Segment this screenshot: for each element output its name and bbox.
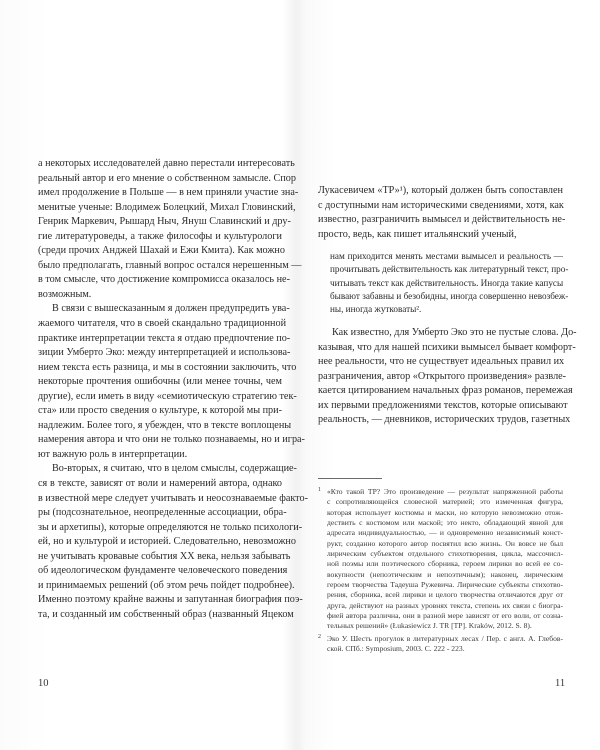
footnote-line: друга, действуют на разных уровнях текста, степень их связи с биогра- [327,600,563,610]
text-line: менитые ученые: Влодимеж Болецкий, Михал Гловинский, [38,201,296,213]
text-line: Именно поэтому крайне важны и запутанная биография поэ- [38,594,303,606]
text-line: было предполагать, главный вопрос остался нерешенным — [38,259,302,271]
footnote-line: ской. СПб.: Symposium, 2003. С. 222 - 223. [327,644,465,654]
text-line: реальный автор и его мнение о собственном замысле. Спор [38,172,296,184]
text-line: ры (подсознательное, неопределенные ассоциации, обра- [38,507,287,519]
text-line: Генрик Маркевич, Рышард Ныч, Януш Славинский и дру- [38,216,291,228]
text-line: ют важную роль в интерпретации. [38,448,188,460]
text-line: ста» или просто сведения о культуре, к которой мы при- [38,405,282,417]
footnote-line: рукт, созданно которого автор посвятил всю жизнь. Он вовсе не был [327,538,563,548]
footnote-line: дествить с костюмом или маской; это некто, обладающий явной для [327,518,563,528]
text-line: другие), если иметь в виду «семиотическую стратегию тек- [38,390,297,402]
paragraph [38,157,302,302]
text-line: а некоторых исследователей давно перестали интересовать [38,158,295,169]
text-line: Как известно, для Умберто Эко это не пустые слова. До- [332,327,577,339]
text-line: известно, разграничить вымысел и действительность не- [318,214,566,226]
text-line: ей, но и культурой и историей. Следовательно, невозможно [38,536,296,548]
footnote-line: лирическим субъектом отдельного стихотворения, цикла, массочисл- [327,549,563,559]
footnote-line: «Кто такой ТР? Это произведение — результат напряженной работы [327,487,563,496]
left-page-text [38,157,308,623]
footnote-line: ной поэмы или поэтического сборника, героем лирики во всей ее со- [327,559,563,569]
text-line: зы и архетипы), которые определяются не только психологи- [38,521,303,533]
text-line: нием текста есть разница, и мы в состоянии заключить, что [38,361,297,373]
footnote-2 [318,634,563,655]
quote-line: читывать текст как действительность. Иногда такие капусы [330,277,564,288]
footnote-line: героем творчества Тадеуша Ружевича. Лирические субъекты стихотво- [327,580,563,590]
text-line: в известной мере следует учитывать и неосознаваемые факто- [38,492,308,504]
paragraph [318,184,566,242]
text-line: нее реальности, что не существует идеальных правил их [318,356,565,368]
footnote-separator [318,478,382,479]
text-line: имел продолжение в Польше — в нем приняли участие зна- [38,187,299,199]
text-line: Лукасевичем «ТР»¹), который должен быть сопоставлен [318,185,563,196]
text-line: возможным. [38,288,92,300]
block-quote [330,250,569,316]
text-line: не учитывать кровавые события XX века, нельзя забывать [38,550,291,562]
text-line: просто, ведь, как пишет итальянский ученый, [318,228,517,240]
quote-line: ны, иногда жутковаты². [330,304,422,314]
quote-line: бывают забавны и безобидны, иногда совершенно невозбеж- [330,290,569,301]
right-page-text [318,184,577,428]
text-line: и принимаемых решений (об этом речь пойдет подробнее). [38,579,295,591]
text-line: в том смысле, что достижение компромисса оказалось не- [38,274,290,286]
text-line: реальность, — дневников, исторических трудов, газетных [318,414,571,426]
text-line: практике интерпретации текста я отдаю предпочтение по- [38,332,291,344]
text-line: намерения автора и что они не только познаваемы, но и игра- [38,434,305,446]
text-line: разграничения, автор «Открытого произведения» развле- [318,370,567,382]
text-line: надлежим. Более того, я убежден, что в тексте воплощены [38,419,292,431]
footnote-line: Эко У. Шесть прогулок в литературных лесах / Пер. с англ. А. Глебов- [327,633,563,643]
paragraph [38,302,305,462]
quote-line: прочитывать действительность как литературный текст, про- [330,264,569,275]
text-line: гие литературоведы, а также философы и культурологи [38,230,282,242]
text-line: с доступными нам историческими сведениями, хотя, как [318,199,564,211]
text-line: В связи с вышесказанным я должен предупредить ува- [52,303,290,315]
page-number: 11 [555,678,566,689]
text-line: Во-вторых, я считаю, что в целом смыслы, содержащие- [52,463,297,475]
text-line: зиции Умберто Эко: между интерпретацией и использова- [38,347,291,359]
text-line: кается цитированием начальных фраз романов, перемежая [318,385,573,397]
text-line: жаемого читателя, что в своей скандально традиционной [38,318,287,330]
text-line: их первыми предложениями текстов, которые описывают [318,399,568,411]
text-line: казывая, что для нашей психики вымысел бывает комфорт- [318,341,576,353]
quote-line: нам приходится менять местами вымысел и реальность — [330,251,563,262]
text-line: об идеологическом фундаменте человеческого поведения [38,565,288,577]
text-line: та, и созданный им собственный образ (названный Яцеком [38,608,294,620]
text-line: ся в тексте, зависят от воли и намерений автора, однако [38,478,282,490]
text-line: некоторые прочтения ошибочны (или менее точны, чем [38,376,282,388]
paragraph [318,326,577,428]
text-line: (среди прочих Анджей Шахай и Ежи Кмита). Как можно [38,245,285,257]
footnote-line: которая использует костюмы и маски, но которую невозможно отож- [327,507,563,517]
footnote-number: 2 [318,633,321,640]
footnote-line: рения, сборника, всей лирики и целого творчества отличаются друг от [327,590,563,600]
footnote-line: фией автора различна, они в разной мере зависят от его воли, от созна- [327,611,563,621]
footnote-line: вокупности (непоэтическим и непоэтичным); наконец, лирическим [327,569,563,579]
paragraph [38,462,308,622]
footnote-line: тельных решений» (Łukasiewicz J. TR [TP]. Kraków, 2012. S. 8). [327,621,532,631]
footnotes [318,487,563,655]
footnote-line: с сопротивляющейся словесной материей; это измеченная фигура, [327,497,563,507]
footnote-number: 1 [318,487,321,493]
page-number: 10 [38,678,49,689]
footnote-1 [318,487,563,632]
footnote-line: адресата индивидуальностью, — и одновременно независимый конст- [327,528,563,538]
